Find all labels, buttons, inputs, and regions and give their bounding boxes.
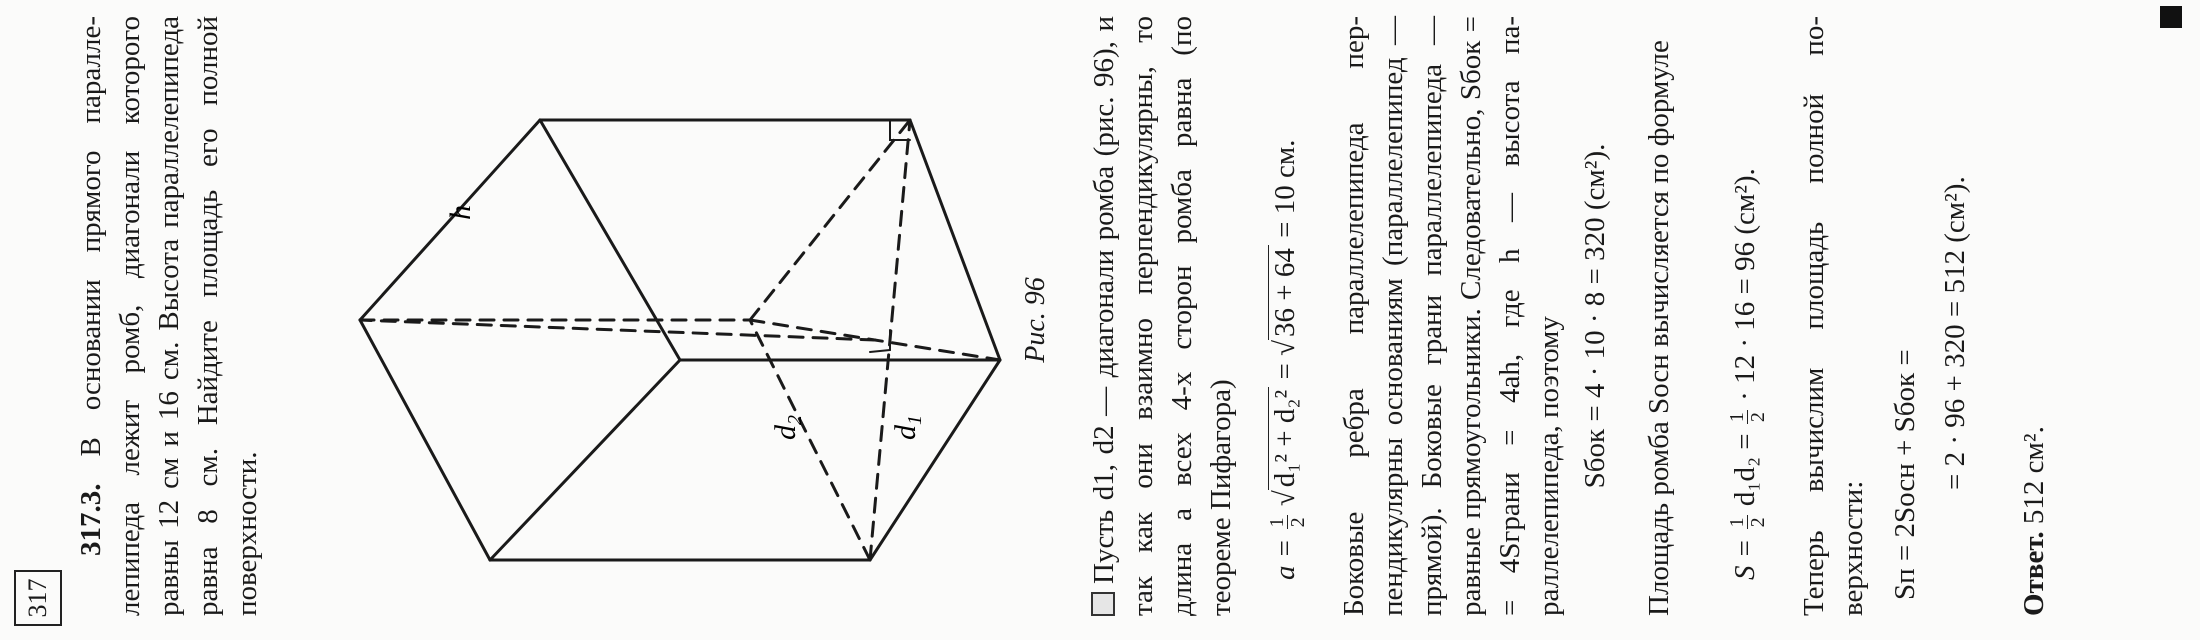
edge	[360, 120, 540, 320]
figure-caption: Рис. 96	[1020, 277, 1051, 363]
edge	[870, 360, 1000, 560]
lateral-text: Боковые ребра параллелепипеда перпендикулярны основаниям (параллелепипед — прямой). Боковые грани параллелепипеда — равные прямоугольники. Следовательно, Sбок = = 4Sграни = 4ah, где h — высота параллелепипеда, поэтому	[1338, 16, 1565, 616]
label-d2: $d_2$	[769, 415, 806, 440]
lateral-text-block	[1335, 16, 1569, 616]
formula-total-1: Sп = 2Sосн + Sбок =	[1889, 349, 1921, 600]
total-text-block	[1795, 16, 1873, 616]
figure-area	[250, 0, 1070, 640]
edge	[540, 120, 680, 360]
solution-intro: Пусть d1, d2 — диагонали ромба (рис. 96), и так как они взаимно перпендикулярны, то длина a всех 4-х сторон ромба равна (по теореме Пифагора)	[1088, 16, 1237, 616]
hidden-edge	[750, 120, 910, 320]
answer-label: Ответ.	[2018, 531, 2050, 616]
problem-number: 317.3.	[75, 483, 107, 556]
edge	[490, 360, 680, 560]
answer-block	[2015, 16, 2054, 616]
answer-value: 512 см².	[2018, 426, 2050, 532]
hidden-edge	[750, 320, 870, 560]
formula-total-2: = 2 · 96 + 320 = 512 (см²).	[1939, 176, 1971, 490]
formula-lateral: Sбок = 4 · 10 · 8 = 320 (см²).	[1579, 143, 1611, 489]
edge	[360, 320, 490, 560]
end-square-icon	[2160, 6, 2182, 28]
problem-text: В основании прямого параллелепипеда лежит ромб, диагонали которого равны 12 см и 16 см. Высота параллелепипеда равна 8 см. Найдите площадь его полной поверхности.	[75, 16, 263, 616]
height-segment	[360, 320, 875, 340]
problem-statement	[72, 16, 267, 616]
formula-a: a = 1 2 √d₁² + d₂² = √36 + 64 = 10 см.	[1265, 139, 1309, 580]
solution-square-icon	[1091, 592, 1115, 616]
base-text-block	[1640, 16, 1679, 616]
edge	[910, 120, 1000, 360]
page-number-box	[14, 570, 62, 626]
label-d1: $d_1$	[889, 415, 926, 440]
parallelepiped-figure	[350, 20, 1010, 620]
formula-base: S = 1 2 d₁d₂ = 1 2 · 12 · 16 = 96 (см²).	[1725, 168, 1769, 580]
total-text: Теперь вычислим площадь полной поверхности:	[1798, 16, 1869, 616]
solution-intro-block	[1085, 16, 1241, 616]
label-h: h	[444, 205, 477, 220]
page-number: 317	[23, 578, 52, 618]
base-text: Площадь ромба Sосн вычисляется по формуле	[1643, 40, 1675, 616]
